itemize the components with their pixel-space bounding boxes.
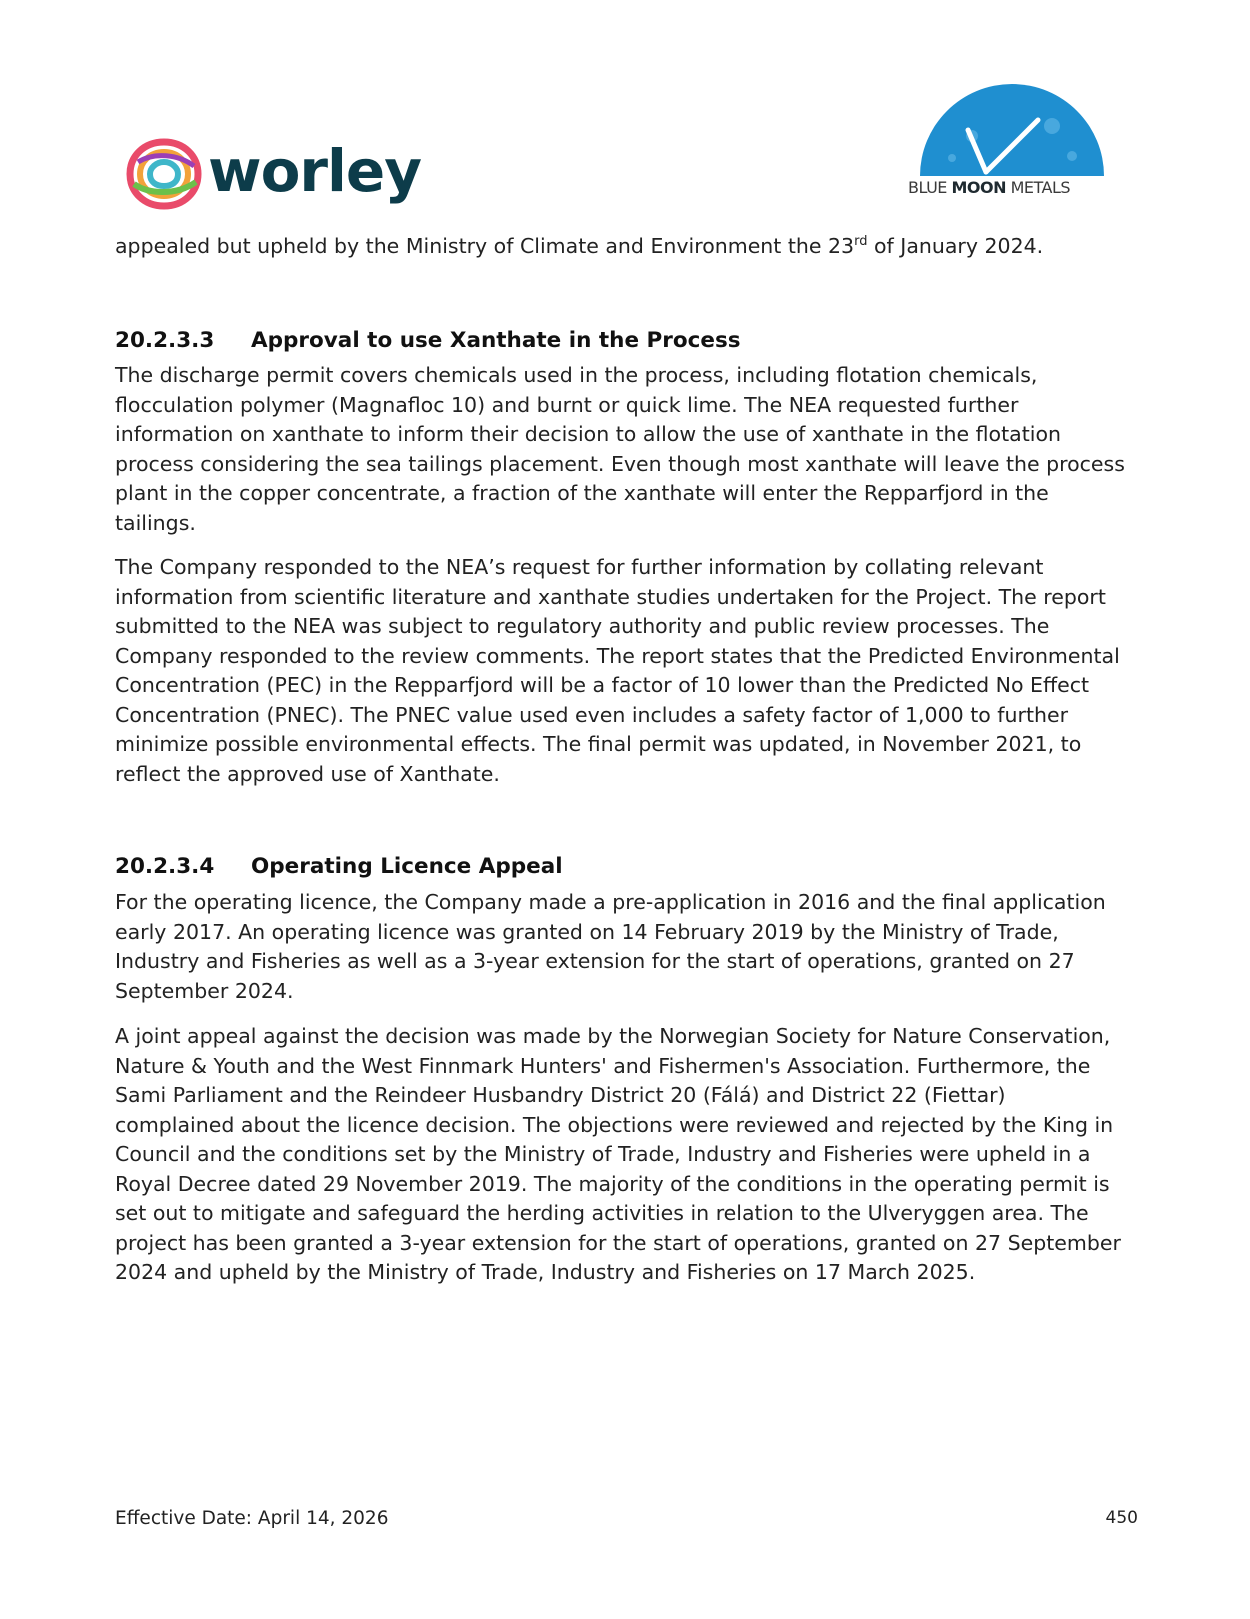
moon-clock-icon	[912, 76, 1112, 192]
blue-moon-metals-logo	[908, 76, 1112, 206]
section-heading-20-2-3-3	[115, 326, 741, 355]
section-title: Approval to use Xanthate in the Process	[251, 328, 741, 353]
effective-date: Effective Date: April 14, 2026	[115, 1508, 389, 1529]
page-number: 450	[1105, 1508, 1138, 1528]
blue-moon-metals-wordmark: BLUE MOON METALS	[908, 178, 1071, 197]
section-number: 20.2.3.3	[115, 328, 215, 353]
section-paragraph: The Company responded to the NEA’s request for further information by collating relevant information from scientific literature and xanthate studies undertaken for the Project. The report submitted to the NEA was subject to regulatory authority and public review processes. The Company responded to the review comments. The report states that the Predicted Environmental Concentration (PEC) in the Repparfjord will be a factor of 10 lower than the Predicted No Effect Concentration (PNEC). The PNEC value used even includes a safety factor of 1,000 to further minimize possible environmental effects. The final permit was updated, in November 2021, to reflect the approved use of Xanthate.	[115, 555, 1120, 786]
worley-logo	[124, 136, 444, 216]
page-header	[0, 0, 1250, 230]
section-title: Operating Licence Appeal	[251, 854, 563, 879]
worley-swirl-icon	[124, 136, 204, 212]
worley-wordmark: worley	[208, 137, 422, 205]
intro-paragraph: appealed but upheld by the Ministry of Climate and Environment the 23rd of January 2024.	[115, 234, 1044, 258]
section-heading-20-2-3-4	[115, 852, 563, 881]
section-number: 20.2.3.4	[115, 854, 215, 879]
section-paragraph: The discharge permit covers chemicals used in the process, including flotation chemicals, flocculation polymer (Magnafloc 10) and burnt or quick lime. The NEA requested further information on xanthate to inform their decision to allow the use of xanthate in the flotation process considering the sea tailings placement. Even though most xanthate will leave the process plant in the copper concentrate, a fraction of the xanthate will enter the Repparfjord in the tailings.	[115, 363, 1125, 535]
section-paragraph: A joint appeal against the decision was made by the Norwegian Society for Nature Conservation, Nature & Youth and the West Finnmark Hunters' and Fishermen's Association. Furthermore, the Sami Parliament and the Reindeer Husbandry District 20 (Fálá) and District 22 (Fiettar) complained about the licence decision. The objections were reviewed and rejected by the King in Council and the conditions set by the Ministry of Trade, Industry and Fisheries were upheld in a Royal Decree dated 29 November 2019. The majority of the conditions in the operating permit is set out to mitigate and safeguard the herding activities in relation to the Ulveryggen area. The project has been granted a 3-year extension for the start of operations, granted on 27 September 2024 and upheld by the Ministry of Trade, Industry and Fisheries on 17 March 2025.	[115, 1024, 1121, 1284]
section-paragraph: For the operating licence, the Company made a pre-application in 2016 and the final application early 2017. An operating licence was granted on 14 February 2019 by the Ministry of Trade, Industry and Fisheries as well as a 3-year extension for the start of operations, granted on 27 September 2024.	[115, 890, 1106, 1003]
